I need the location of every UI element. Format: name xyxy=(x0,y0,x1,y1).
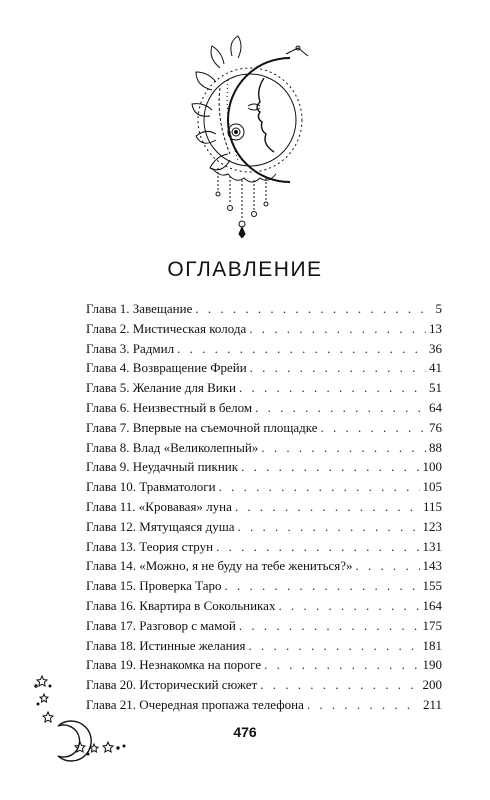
dot-leader xyxy=(278,598,419,614)
dot-leader xyxy=(250,360,426,376)
toc-entry-page: 41 xyxy=(429,360,442,376)
toc-entry-page: 88 xyxy=(429,439,442,455)
toc-entry-page: 64 xyxy=(429,399,442,415)
toc-entry xyxy=(86,321,442,341)
toc-entry-title: Глава 8. Влад «Великолепный» xyxy=(86,439,259,455)
toc-entry-page: 175 xyxy=(422,617,442,633)
toc-entry xyxy=(86,400,442,420)
toc-entry xyxy=(86,420,442,440)
toc-entry-title: Глава 20. Исторический сюжет xyxy=(86,677,258,693)
toc-entry-page: 200 xyxy=(422,677,442,693)
toc-entry xyxy=(86,697,442,717)
dot-leader xyxy=(255,400,426,416)
toc-entry-title: Глава 4. Возвращение Фрейи xyxy=(86,360,247,376)
dot-leader xyxy=(248,638,419,654)
toc-entry-page: 13 xyxy=(429,320,442,336)
toc-entry-page: 76 xyxy=(429,419,442,435)
dot-leader xyxy=(307,697,420,713)
toc-entry-title: Глава 6. Неизвестный в белом xyxy=(86,399,253,415)
dot-leader xyxy=(195,301,432,317)
toc-entry-title: Глава 21. Очередная пропажа телефона xyxy=(86,696,304,712)
toc-entry-title: Глава 10. Травматологи xyxy=(86,479,216,495)
toc-entry-title: Глава 14. «Можно, я не буду на тебе жениться?» xyxy=(86,558,353,574)
toc-entry-title: Глава 11. «Кровавая» луна xyxy=(86,498,232,514)
toc-entry xyxy=(86,539,442,559)
dot-leader xyxy=(225,578,420,594)
toc-entry-title: Глава 2. Мистическая колода xyxy=(86,320,247,336)
toc-entry-page: 181 xyxy=(422,637,442,653)
toc-entry-title: Глава 16. Квартира в Сокольниках xyxy=(86,597,276,613)
toc-entry-title: Глава 19. Незнакомка на пороге xyxy=(86,657,262,673)
toc-entry xyxy=(86,578,442,598)
toc-entry-page: 123 xyxy=(422,518,442,534)
table-of-contents xyxy=(86,301,442,717)
toc-entry-title: Глава 7. Впервые на съемочной площадке xyxy=(86,419,318,435)
toc-entry xyxy=(86,618,442,638)
toc-entry xyxy=(86,519,442,539)
toc-entry-title: Глава 17. Разговор с мамой xyxy=(86,617,236,633)
toc-entry-page: 155 xyxy=(422,578,442,594)
toc-entry-title: Глава 15. Проверка Таро xyxy=(86,578,222,594)
toc-entry-page: 100 xyxy=(422,459,442,475)
toc-entry xyxy=(86,459,442,479)
toc-entry-page: 51 xyxy=(429,380,442,396)
toc-entry xyxy=(86,360,442,380)
dot-leader xyxy=(321,420,426,436)
dot-leader xyxy=(219,479,420,495)
toc-entry-page: 115 xyxy=(422,498,442,514)
dot-leader xyxy=(216,539,419,555)
dot-leader xyxy=(356,558,420,574)
dot-leader xyxy=(261,440,426,456)
toc-entry-page: 131 xyxy=(422,538,442,554)
toc-entry xyxy=(86,638,442,658)
toc-entry-title: Глава 12. Мятущаяся душа xyxy=(86,518,235,534)
toc-entry xyxy=(86,479,442,499)
dot-leader xyxy=(237,519,419,535)
toc-entry-title: Глава 5. Желание для Вики xyxy=(86,380,236,396)
dot-leader xyxy=(241,459,419,475)
toc-entry-title: Глава 3. Радмил xyxy=(86,340,175,356)
page-title: ОГЛАВЛЕНИЕ xyxy=(167,258,323,281)
page-number: 476 xyxy=(233,724,257,740)
toc-entry-page: 105 xyxy=(422,479,442,495)
toc-entry-page: 190 xyxy=(422,657,442,673)
toc-entry xyxy=(86,301,442,321)
toc-entry-page: 5 xyxy=(435,301,442,316)
toc-entry xyxy=(86,657,442,677)
dot-leader xyxy=(235,499,420,515)
toc-entry xyxy=(86,558,442,578)
toc-entry xyxy=(86,598,442,618)
moon-stars-icon xyxy=(22,664,132,764)
dot-leader xyxy=(177,341,426,357)
crescent-moon-mandala-icon xyxy=(190,28,315,238)
toc-entry-title: Глава 9. Неудачный пикник xyxy=(86,459,239,475)
toc-entry-title: Глава 13. Теория струн xyxy=(86,538,214,554)
toc-entry-title: Глава 1. Завещание xyxy=(86,301,193,316)
toc-entry-page: 164 xyxy=(422,597,442,613)
toc-entry-page: 143 xyxy=(422,558,442,574)
toc-entry xyxy=(86,341,442,361)
toc-entry xyxy=(86,677,442,697)
toc-entry xyxy=(86,380,442,400)
dot-leader xyxy=(239,618,420,634)
dot-leader xyxy=(264,657,419,673)
toc-entry xyxy=(86,440,442,460)
dot-leader xyxy=(239,380,426,396)
dot-leader xyxy=(249,321,426,337)
dot-leader xyxy=(260,677,419,693)
toc-entry-page: 211 xyxy=(422,696,442,712)
toc-entry xyxy=(86,499,442,519)
toc-entry-page: 36 xyxy=(429,340,442,356)
toc-entry-title: Глава 18. Истинные желания xyxy=(86,637,246,653)
